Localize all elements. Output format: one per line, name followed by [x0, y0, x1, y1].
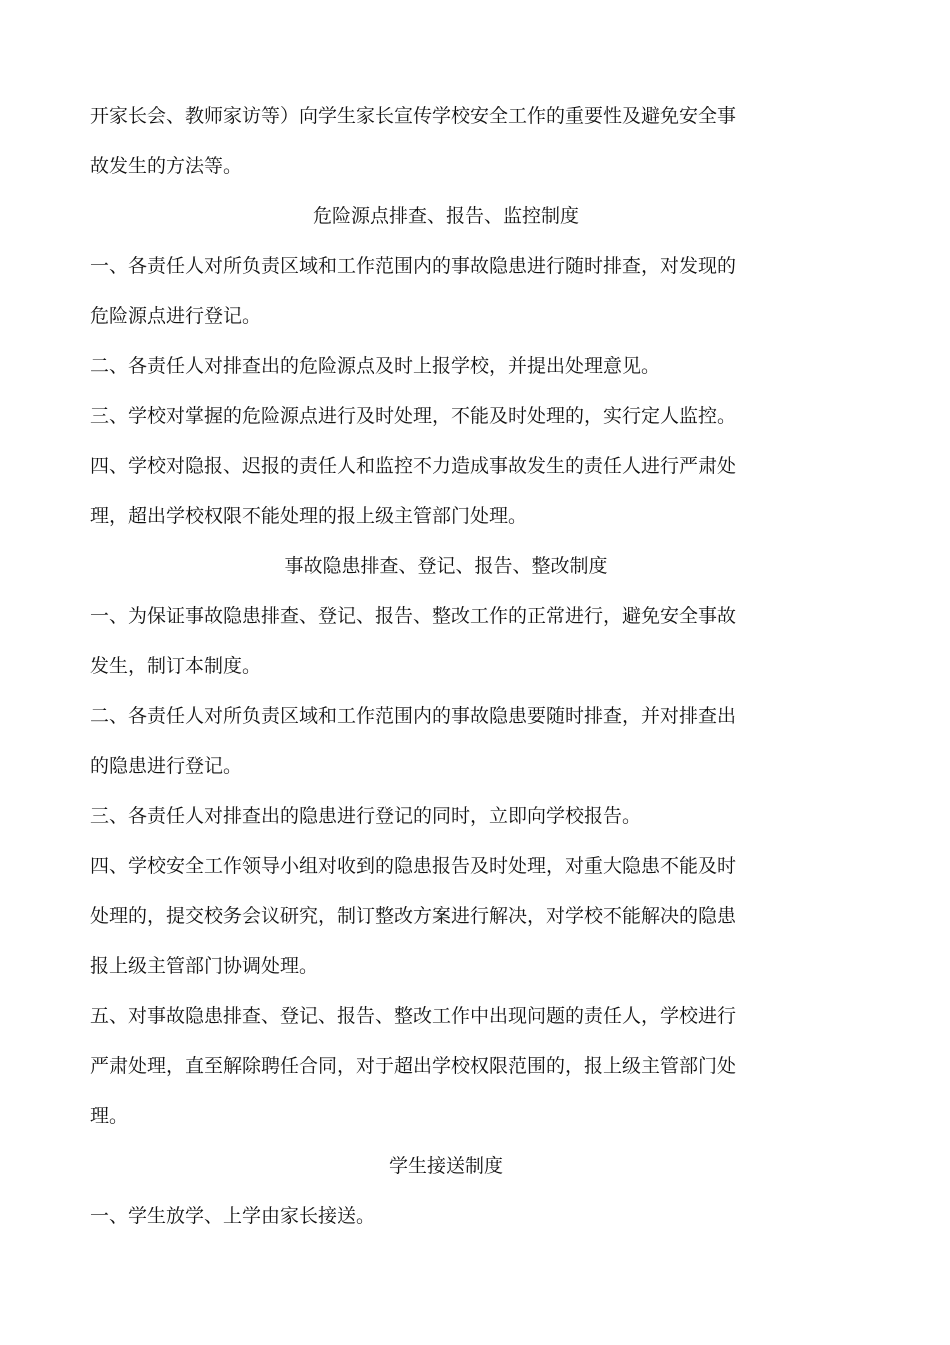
paragraph-line: 三、各责任人对排查出的隐患进行登记的同时，立即向学校报告。: [90, 805, 642, 827]
paragraph-line: 四、学校对隐报、迟报的责任人和监控不力造成事故发生的责任人进行严肃处: [90, 455, 737, 477]
paragraph-line: 理，超出学校权限不能处理的报上级主管部门处理。: [90, 505, 528, 527]
paragraph-line: 故发生的方法等。: [90, 155, 243, 177]
section-title: 事故隐患排查、登记、报告、整改制度: [284, 555, 608, 577]
paragraph-line: 处理的，提交校务会议研究，制订整改方案进行解决，对学校不能解决的隐患: [90, 905, 737, 927]
paragraph-line: 四、学校安全工作领导小组对收到的隐患报告及时处理，对重大隐患不能及时: [90, 855, 737, 877]
paragraph-line: 一、各责任人对所负责区域和工作范围内的事故隐患进行随时排查，对发现的: [90, 255, 737, 277]
document-page: [90, 91, 802, 1241]
paragraph-line: 报上级主管部门协调处理。: [90, 955, 319, 977]
paragraph-line: 发生，制订本制度。: [90, 655, 262, 677]
section-title: 学生接送制度: [388, 1155, 503, 1177]
paragraph-line: 三、学校对掌握的危险源点进行及时处理，不能及时处理的，实行定人监控。: [90, 405, 737, 427]
paragraph-line: 一、学生放学、上学由家长接送。: [90, 1205, 376, 1227]
section-title: 危险源点排查、报告、监控制度: [312, 205, 579, 227]
paragraph-line: 理。: [90, 1105, 129, 1127]
paragraph-line: 二、各责任人对排查出的危险源点及时上报学校，并提出处理意见。: [90, 355, 661, 377]
paragraph-line: 的隐患进行登记。: [90, 755, 243, 777]
paragraph-line: 二、各责任人对所负责区域和工作范围内的事故隐患要随时排查，并对排查出: [90, 705, 737, 727]
paragraph-line: 危险源点进行登记。: [90, 305, 262, 327]
paragraph-line: 一、为保证事故隐患排查、登记、报告、整改工作的正常进行，避免安全事故: [90, 605, 737, 627]
paragraph-line: 严肃处理，直至解除聘任合同，对于超出学校权限范围的，报上级主管部门处: [90, 1055, 737, 1077]
paragraph-line: 五、对事故隐患排查、登记、报告、整改工作中出现问题的责任人，学校进行: [90, 1005, 737, 1027]
paragraph-line: 开家长会、教师家访等）向学生家长宣传学校安全工作的重要性及避免安全事: [90, 105, 737, 127]
